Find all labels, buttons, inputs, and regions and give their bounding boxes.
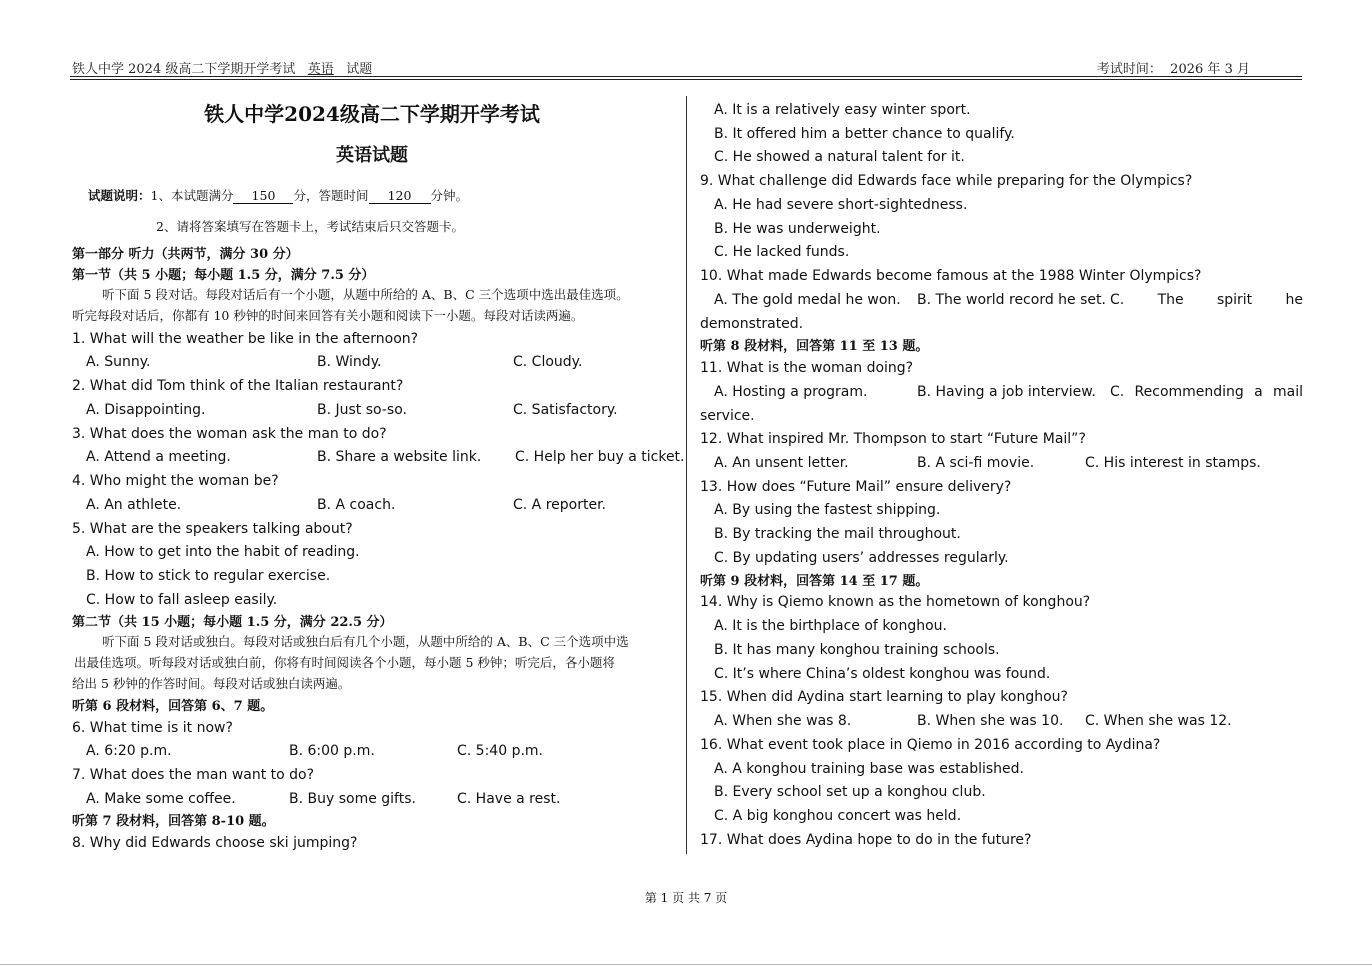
question-stem: 8. Why did Edwards choose ski jumping?: [72, 835, 358, 851]
question-stem: 16. What event took place in Qiemo in 2016 according to Aydina?: [700, 737, 1161, 753]
option-b: B. By tracking the mail throughout.: [714, 526, 961, 542]
question-stem: 5. What are the speakers talking about?: [72, 521, 353, 537]
option-b: B. Buy some gifts.: [289, 791, 416, 807]
header-school-exam: 铁人中学 2024 级高二下学期开学考试: [72, 62, 296, 77]
option-c: C. Have a rest.: [457, 791, 561, 807]
material-8-heading: 听第 8 段材料，回答第 11 至 13 题。: [700, 339, 929, 354]
option-c-continued: service.: [700, 408, 755, 424]
option-a: A. Sunny.: [86, 354, 151, 370]
question-stem: 12. What inspired Mr. Thompson to start “Future Mail”?: [700, 431, 1086, 447]
option-b: B. Every school set up a konghou club.: [714, 784, 986, 800]
option-a: A. A konghou training base was established.: [714, 761, 1024, 777]
option-c-word: mail: [1273, 384, 1303, 400]
instructions-1b: 分，答题时间: [293, 188, 369, 203]
option-b: B. Just so-so.: [317, 402, 407, 418]
option-a: A. By using the fastest shipping.: [714, 502, 941, 518]
option-c-word: spirit: [1216, 292, 1253, 308]
material-9-heading: 听第 9 段材料，回答第 14 至 17 题。: [700, 574, 929, 589]
section2-desc-3: 给出 5 秒钟的作答时间。每段对话或独白读两遍。: [72, 676, 351, 691]
option-b: B. Having a job interview.: [917, 384, 1096, 400]
question-stem: 14. Why is Qiemo known as the hometown of konghou?: [700, 594, 1091, 610]
question-stem: 15. When did Aydina start learning to play konghou?: [700, 689, 1068, 705]
option-a: A. When she was 8.: [714, 713, 852, 729]
option-c: [1110, 292, 1303, 308]
header-suffix: 试题: [346, 62, 373, 77]
option-a: A. Attend a meeting.: [86, 449, 231, 465]
option-a: A. An athlete.: [86, 497, 182, 513]
section1-desc-2: 听完每段对话后，你都有 10 秒钟的时间来回答有关小题和阅读下一小题。每段对话读两遍。: [72, 308, 584, 323]
option-b: B. The world record he set.: [917, 292, 1106, 308]
header-month: 3: [1224, 62, 1233, 77]
question-stem: 17. What does Aydina hope to do in the future?: [700, 832, 1032, 848]
instructions-1a: 1、本试题满分: [150, 188, 234, 203]
option-a: A. Disappointing.: [86, 402, 206, 418]
option-a: A. He had severe short-sightedness.: [714, 197, 968, 213]
option-a: A. An unsent letter.: [714, 455, 849, 471]
option-a: A. Make some coffee.: [86, 791, 236, 807]
option-b: B. A coach.: [317, 497, 396, 513]
option-b: B. Share a website link.: [317, 449, 482, 465]
option-c-word: he: [1285, 292, 1303, 308]
question-stem: 7. What does the man want to do?: [72, 767, 315, 783]
header-year-unit: 年: [1207, 62, 1221, 77]
section2-desc-1: 听下面 5 段对话或独白。每段对话或独白后有几个小题，从题中所给的 A、B、C 三个选项中选: [102, 634, 629, 649]
option-c-word: a: [1254, 384, 1263, 400]
question-stem: 11. What is the woman doing?: [700, 360, 914, 376]
question-stem: 6. What time is it now?: [72, 720, 233, 736]
option-c: C. How to fall asleep easily.: [86, 592, 278, 608]
option-a: A. How to get into the habit of reading.: [86, 544, 360, 560]
section1-heading: 第一节（共 5 小题；每小题 1.5 分，满分 7.5 分）: [72, 268, 375, 283]
option-c: C. Satisfactory.: [513, 402, 618, 418]
exam-header-right: [1097, 58, 1250, 77]
option-c: C. When she was 12.: [1085, 713, 1232, 729]
option-c: C. A reporter.: [513, 497, 606, 513]
page-bottom-edge: [0, 964, 1372, 965]
question-stem: 9. What challenge did Edwards face while preparing for the Olympics?: [700, 173, 1193, 189]
part1-heading: 第一部分 听力（共两节，满分 30 分）: [72, 247, 299, 262]
question-stem: 13. How does “Future Mail” ensure delivery?: [700, 479, 1012, 495]
instructions-line-1: [88, 186, 468, 204]
option-c: [1110, 384, 1303, 400]
instructions-1c: 分钟。: [430, 188, 469, 203]
option-c: C. Help her buy a ticket.: [515, 449, 685, 465]
option-a: A. Hosting a program.: [714, 384, 868, 400]
header-time-label: 考试时间：: [1096, 62, 1162, 77]
option-c-word: The: [1157, 292, 1184, 308]
option-b: B. 6:00 p.m.: [289, 743, 375, 759]
section2-desc-2: 出最佳选项。听每段对话或独白前，你将有时间阅读各个小题，每小题 5 秒钟；听完后，各小题将: [74, 655, 615, 670]
question-stem: 1. What will the weather be like in the afternoon?: [72, 331, 419, 347]
full-score-value: 150: [233, 188, 293, 204]
header-month-unit: 月: [1236, 62, 1250, 77]
option-c: C. A big konghou concert was held.: [714, 808, 962, 824]
option-c: C. Cloudy.: [513, 354, 583, 370]
option-a: A. It is the birthplace of konghou.: [714, 618, 948, 634]
option-b: B. It has many konghou training schools.: [714, 642, 1000, 658]
option-c-word: Recommending: [1134, 384, 1244, 400]
section1-desc-1: 听下面 5 段对话。每段对话后有一个小题，从题中所给的 A、B、C 三个选项中选出最佳选项。: [102, 287, 629, 302]
option-b: B. It offered him a better chance to qualify.: [714, 126, 1015, 142]
option-a: A. It is a relatively easy winter sport.: [714, 102, 971, 118]
column-divider: [686, 96, 687, 854]
material-7-heading: 听第 7 段材料，回答第 8-10 题。: [72, 814, 275, 829]
instructions-line-2: 2、请将答案填写在答题卡上，考试结束后只交答题卡。: [156, 219, 464, 234]
exam-subtitle: 英语试题: [336, 145, 408, 166]
option-b: B. A sci-fi movie.: [917, 455, 1035, 471]
option-c: C. By updating users’ addresses regularly.: [714, 550, 1009, 566]
material-6-heading: 听第 6 段材料，回答第 6、7 题。: [72, 699, 274, 714]
option-b: B. How to stick to regular exercise.: [86, 568, 331, 584]
page-footer: 第 1 页 共 7 页: [644, 891, 728, 905]
option-c: C. His interest in stamps.: [1085, 455, 1261, 471]
option-c-word: C.: [1110, 384, 1125, 400]
exam-header-left: [72, 58, 372, 77]
option-b: B. When she was 10.: [917, 713, 1064, 729]
exam-time-value: 120: [369, 188, 431, 204]
option-c: C. 5:40 p.m.: [457, 743, 543, 759]
option-b: B. He was underweight.: [714, 221, 881, 237]
option-c: C. It’s where China’s oldest konghou was found.: [714, 666, 1051, 682]
option-c-word: C.: [1110, 292, 1125, 308]
question-stem: 2. What did Tom think of the Italian restaurant?: [72, 378, 404, 394]
header-rule-thick: [70, 76, 1302, 77]
section2-heading: 第二节（共 15 小题；每小题 1.5 分，满分 22.5 分）: [72, 615, 393, 630]
header-year: 2026: [1170, 62, 1204, 77]
exam-title: 铁人中学2024级高二下学期开学考试: [204, 102, 540, 126]
option-a: A. The gold medal he won.: [714, 292, 901, 308]
option-b: B. Windy.: [317, 354, 382, 370]
instructions-label: 试题说明：: [88, 188, 151, 203]
header-subject: 英语: [307, 62, 334, 77]
question-stem: 4. Who might the woman be?: [72, 473, 279, 489]
option-c-continued: demonstrated.: [700, 316, 804, 332]
option-c: C. He lacked funds.: [714, 244, 850, 260]
option-a: A. 6:20 p.m.: [86, 743, 172, 759]
option-c: C. He showed a natural talent for it.: [714, 149, 965, 165]
question-stem: 10. What made Edwards become famous at the 1988 Winter Olympics?: [700, 268, 1202, 284]
question-stem: 3. What does the woman ask the man to do?: [72, 426, 387, 442]
header-rule-thin: [70, 79, 1302, 80]
